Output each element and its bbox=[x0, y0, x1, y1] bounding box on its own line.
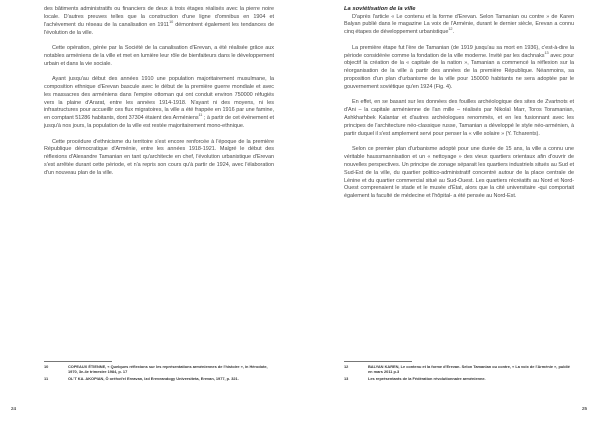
left-page-number: 24 bbox=[11, 406, 17, 411]
footnote-13 bbox=[344, 376, 574, 381]
left-footnote-divider bbox=[44, 361, 112, 362]
footnote-text: BALYAN KAREN, Le contenu et la forme d'Erevan. Selon Tamanian ou contre, « La voix de l'Arménie », publié en mars 2011 p.3 bbox=[368, 364, 570, 375]
right-footnote-divider bbox=[344, 361, 412, 362]
left-footnotes bbox=[44, 364, 274, 384]
left-paragraph-4: Cette procédure d'ethnicisme du territoire s'est encore renforcée à l'époque de la première République démocratique d'Arménie, entre les années 1918-1921. Malgré le début des réflexions d'Alexandre Tamanian en tant qu'architecte en chef, l'évolution urbanistique d'Erevan s'est arrêtée durant cette période, et n'a repris son cours qu'à partir de 1924, avec l'élaboration d'un nouveau plan de la ville. bbox=[44, 138, 274, 176]
footnote-text: COPEAUX ÉTIENNE, « Quelques réflexions sur les représentations arméniennes de l'histoire », in Hérodote, 1970, 3e-4e trimestre 1984, p. 17 bbox=[68, 364, 268, 375]
right-footnotes bbox=[344, 364, 574, 384]
footnote-10 bbox=[44, 364, 274, 374]
footnote-number: 11 bbox=[44, 376, 49, 382]
footnote-11 bbox=[44, 376, 274, 381]
right-paragraph-1: D'après l'article « Le contenu et la forme d'Erevan. Selon Tamanian ou contre » de Karen Balyan publié dans le magazine La voix de l'Arménie, durant le dernier siècle, Erevan a connu cinq étapes de développement urbanistique$^{12}$. bbox=[344, 13, 574, 36]
footnote-text: Les représentants de la Fédération révolutionnaire arménienne. bbox=[368, 376, 486, 382]
footnote-ref-10: 10 bbox=[169, 19, 174, 24]
right-paragraph-3: En effet, en se basant sur les données des fouilles archéologique des sites de Zvartnots et d'Ani – la capitale arménienne de l'an mille – réalisés par Nikolaï Marr, Toros Toramanian, Ashkharhbek Kalantar et d'autres archéologues renommés, et en les fusionnant avec les principes de l'architecture néo-classique russe, Tamanian a développé le style néo-arménien, à partir duquel il s'est amplement servi pour penser la « ville solaire » (Y. Tcharents). bbox=[344, 99, 574, 137]
right-page-body bbox=[344, 6, 574, 201]
footnote-ref-11: 11 bbox=[198, 113, 203, 118]
footnote-number: 13 bbox=[344, 376, 349, 382]
left-paragraph-3: Ayant jusqu'au début des années 1910 une population majoritairement musulmane, la composition ethnique d'Erevan bascule avec le début de la première guerre mondiale et avec les massacres des arméniens dans l'empire ottoman qui ont conduit environ 750000 réfugiés vers la plaine d'Ararat, entre les années 1914-1918. N'ayant ni des moyens, ni les infrastructures pour accueillir ces flux migratoires, la ville a été frappée en 1916 par une famine, en comptant 51286 habitants, dont 37304 étaient des Arméniens$^{11}$ ; à partir de cet événement et jusqu'à nos jours, la population de la ville est restée majoritairement mono-ethnique. bbox=[44, 76, 274, 130]
right-paragraph-2: La première étape fut l'ère de Tamanian (de 1919 jusqu'au sa mort en 1936), c'est-à-dire la période considérée comme la fondation de la ville moderne. Invité par les dachnaks$^{13}$ avec pour objectif la création de la « capitale de la nation », Tamanian a commencé la réflexion sur la réorganisation de la ville à partir des années de la première République. Néanmoins, sa proposition d'un plan d'urbanisme de la ville pour 150000 habitants ne sera adoptée par le gouvernement soviétique qu'en 1924 (Fig. 4). bbox=[344, 44, 575, 90]
section-heading: La soviétisation de la ville bbox=[344, 6, 416, 12]
footnote-number: 10 bbox=[44, 364, 49, 369]
footnote-number: 12 bbox=[344, 364, 349, 369]
left-paragraph-2: Cette opération, gérée par la Société de la canalisation d'Erevan, a été réalisée grâce aux notables arméniens de la ville et met en lumière leur rôle de bienfaiteurs dans le développement urbain et dans la vie sociale. bbox=[44, 44, 274, 67]
footnote-text: OL'T KA. AKOPIAN, Ô oréhot'el Ereavan, Izd Ereveandogy Universiteta, Erevan, 1977, p. 321. bbox=[68, 376, 239, 382]
left-page-body bbox=[44, 6, 274, 178]
footnote-ref-12: 12 bbox=[448, 27, 453, 32]
left-paragraph-1: des bâtiments administratifs ou financiers de deux à trois étages réalisés avec la pierre noire locale. D'autres preuves telles que la construction d'une ligne d'omnibus en 1904 et l'achèvement du réseau de la canalisation en 1911$^{10}$ démontrent également les tendances de l'évolution de la ville. bbox=[44, 6, 274, 36]
right-paragraph-4: Selon ce premier plan d'urbanisme adopté pour une durée de 15 ans, la ville a connu une véritable haussmannisation et un « nettoyage » des vieux quartiers orientaux afin d'ouvrir de nouvelles perspectives. Un principe de zonage séparait les quartiers industriels situés au Sud et Sud-Est de la ville, du quartier politico-administratif concentré autour de la place centrale de Lénine et du quartier commercial situé au Sud-Ouest. Les quartiers récréatifs au Nord et Nord-Ouest comprenaient le stade et le musée d'État, alors que la cité universitaire -qui comportait également la faculté de médecine et l'hôpital- a été pensée au Nord-Est. bbox=[344, 146, 574, 200]
footnote-12 bbox=[344, 364, 574, 374]
right-page-number: 25 bbox=[582, 406, 588, 411]
footnote-ref-13: 13 bbox=[544, 50, 549, 55]
